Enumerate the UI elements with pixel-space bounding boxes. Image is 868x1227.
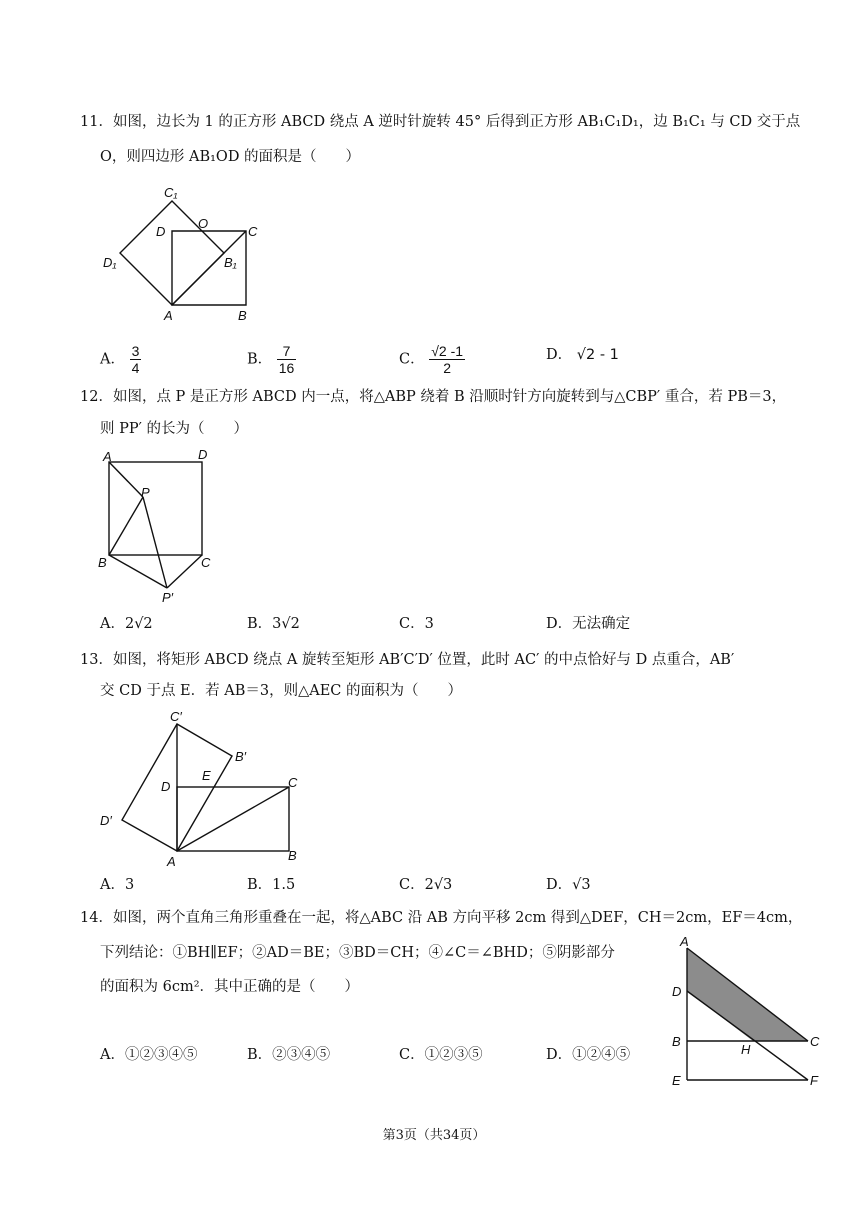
q11-option-a-num: 3 xyxy=(131,343,140,359)
q11-option-b-den: 16 xyxy=(278,360,295,376)
q11-option-c[interactable] xyxy=(399,343,465,376)
q14-stem-line2: 下列结论：①BH∥EF；②AD＝BE；③BD＝CH；④∠C＝∠BHD；⑤阴影部分 xyxy=(100,945,615,961)
q14-label-d: D xyxy=(672,984,682,999)
q13-option-b[interactable]: B．1.5 xyxy=(247,877,296,893)
q12-label-a: A xyxy=(103,449,112,464)
q11-label-o: O xyxy=(198,216,209,231)
q11-option-c-num: √2 -1 xyxy=(431,343,464,359)
q13-label-c: C xyxy=(288,775,298,790)
q12-option-d[interactable]: D．无法确定 xyxy=(546,616,631,632)
q11-label-c1: C₁ xyxy=(164,185,178,200)
q12-label-p: P xyxy=(141,485,150,500)
q14-stem-line3: 的面积为 6cm²．其中正确的是（ ） xyxy=(100,979,360,995)
q13-label-b: B xyxy=(288,848,297,863)
q11-option-b-label: B． xyxy=(247,351,273,368)
q11-label-c: C xyxy=(248,224,258,239)
q11-option-b-fraction xyxy=(277,343,297,376)
q11-option-d-value: √2 - 1 xyxy=(576,347,619,363)
q11-option-b-num: 7 xyxy=(277,343,297,360)
q14-label-a: A xyxy=(680,934,689,949)
q14-option-c[interactable]: C．①②③⑤ xyxy=(399,1047,483,1063)
q14-label-h: H xyxy=(741,1042,751,1057)
q11-figure xyxy=(98,180,268,325)
q12-stem-line2: 则 PP′ 的长为（ ） xyxy=(100,421,249,437)
q12-option-b[interactable]: B．3√2 xyxy=(247,616,300,632)
q13-label-d-prime: D′ xyxy=(100,813,112,828)
q14-label-b: B xyxy=(672,1034,681,1049)
q11-option-b[interactable] xyxy=(247,343,296,376)
q11-label-a: A xyxy=(164,308,173,323)
q12-label-b: B xyxy=(98,555,107,570)
q14-stem-line1: 14．如图，两个直角三角形重叠在一起，将△ABC 沿 AB 方向平移 2cm 得到△DEF，CH＝2cm，EF＝4cm， xyxy=(80,910,803,926)
q12-label-p-prime: P′ xyxy=(162,590,174,605)
q11-option-c-fraction xyxy=(429,343,465,376)
q14-figure xyxy=(668,930,830,1090)
q12-label-d: D xyxy=(198,447,208,462)
q12-option-a[interactable]: A．2√2 xyxy=(100,616,153,632)
q13-stem-line1: 13．如图，将矩形 ABCD 绕点 A 旋转至矩形 AB′C′D′ 位置，此时 AC′ 的中点恰好与 D 点重合，AB′ xyxy=(80,652,735,668)
q13-label-d: D xyxy=(161,779,171,794)
q14-option-a[interactable]: A．①②③④⑤ xyxy=(100,1047,198,1063)
page-footer: 第3页（共34页） xyxy=(382,1128,486,1143)
q13-option-d[interactable]: D．√3 xyxy=(546,877,591,893)
q14-label-e: E xyxy=(672,1073,681,1088)
q13-option-c[interactable]: C．2√3 xyxy=(399,877,453,893)
q13-label-a: A xyxy=(167,854,176,869)
q14-option-d[interactable]: D．①②④⑤ xyxy=(546,1047,631,1063)
q11-option-c-label: C． xyxy=(399,351,425,368)
q11-label-b1: B₁ xyxy=(224,255,237,270)
q11-option-a-label: A． xyxy=(100,351,125,368)
q13-stem-line2: 交 CD 于点 E．若 AB＝3，则△AEC 的面积为（ ） xyxy=(100,683,463,699)
q12-figure xyxy=(95,445,225,610)
q11-option-a-fraction xyxy=(130,343,142,376)
q11-option-a[interactable] xyxy=(100,343,141,376)
q12-stem-line1: 12．如图，点 P 是正方形 ABCD 内一点，将△ABP 绕着 B 沿顺时针方向旋转到与△CBP′ 重合，若 PB＝3， xyxy=(80,389,787,405)
q13-label-c-prime: C′ xyxy=(170,709,182,724)
q14-label-c: C xyxy=(810,1034,820,1049)
q14-label-f: F xyxy=(810,1073,818,1088)
q11-option-d-label: D． xyxy=(546,347,573,363)
q13-label-e: E xyxy=(202,768,211,783)
q11-option-a-den: 4 xyxy=(131,360,140,376)
q11-label-d: D xyxy=(156,224,166,239)
q11-stem-line1: 11．如图，边长为 1 的正方形 ABCD 绕点 A 逆时针旋转 45° 后得到正方形 AB₁C₁D₁，边 B₁C₁ 与 CD 交于点 xyxy=(80,114,801,130)
q11-label-d1: D₁ xyxy=(103,255,117,270)
q11-option-d[interactable] xyxy=(546,345,619,365)
q11-stem-line2: O，则四边形 AB₁OD 的面积是（ ） xyxy=(100,149,361,165)
q14-option-b[interactable]: B．②③④⑤ xyxy=(247,1047,331,1063)
q13-label-b-prime: B′ xyxy=(235,749,247,764)
q12-option-c[interactable]: C．3 xyxy=(399,616,434,632)
q13-option-a[interactable]: A．3 xyxy=(100,877,135,893)
q12-label-c: C xyxy=(201,555,211,570)
q13-figure xyxy=(95,705,310,870)
q11-option-c-den: 2 xyxy=(443,360,452,376)
q11-label-b: B xyxy=(238,308,247,323)
